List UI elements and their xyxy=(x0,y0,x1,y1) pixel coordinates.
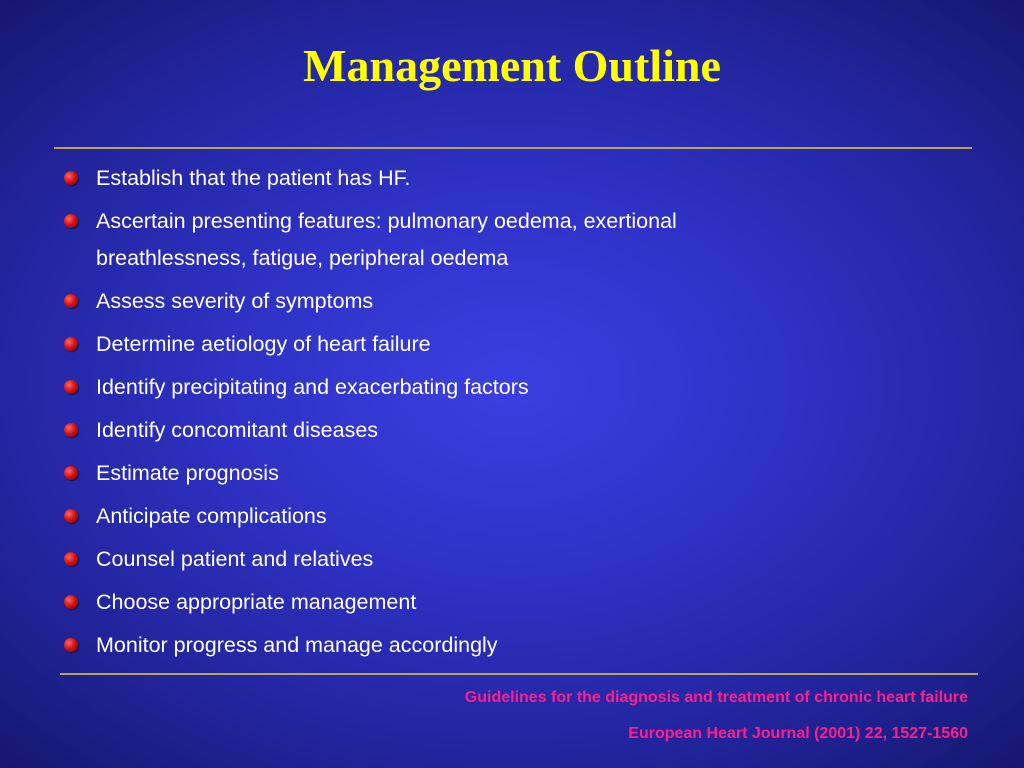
bullet-icon xyxy=(64,595,78,609)
bullet-icon xyxy=(64,638,78,652)
bullet-item xyxy=(60,541,960,578)
bullet-item xyxy=(60,369,960,406)
bullet-item xyxy=(60,627,960,664)
bullet-text: Identify concomitant diseases xyxy=(96,418,379,442)
bullet-icon xyxy=(64,509,78,523)
bullet-item xyxy=(60,455,960,492)
bullet-item xyxy=(60,160,960,197)
bullet-text: Ascertain presenting features: pulmonary oedema, exertional breathlessness, fatigue, peripheral oedema xyxy=(96,209,677,270)
bullet-text: Establish that the patient has HF. xyxy=(96,166,411,190)
bullet-item xyxy=(60,326,960,363)
bottom-divider xyxy=(60,673,978,675)
bullet-item xyxy=(60,584,960,621)
bullet-icon xyxy=(64,423,78,437)
bullet-text: Monitor progress and manage accordingly xyxy=(96,633,498,657)
bullet-item xyxy=(60,283,960,320)
bullet-item xyxy=(60,203,816,277)
bullet-icon xyxy=(64,214,78,228)
bullet-item xyxy=(60,498,960,535)
bullet-icon xyxy=(64,337,78,351)
bullet-icon xyxy=(64,171,78,185)
bullet-icon xyxy=(64,294,78,308)
bullet-icon xyxy=(64,380,78,394)
bullet-text: Identify precipitating and exacerbating factors xyxy=(96,375,529,399)
top-divider xyxy=(54,147,972,149)
bullet-icon xyxy=(64,466,78,480)
citation-guideline-title: Guidelines for the diagnosis and treatment of chronic heart failure xyxy=(464,689,968,706)
bullet-icon xyxy=(64,552,78,566)
bullet-text: Determine aetiology of heart failure xyxy=(96,332,431,356)
citation-journal-reference: European Heart Journal (2001) 22, 1527-1560 xyxy=(628,725,968,742)
bullet-text: Estimate prognosis xyxy=(96,461,279,485)
bullet-text: Assess severity of symptoms xyxy=(96,289,374,313)
bullet-list xyxy=(60,160,960,670)
slide-title: Management Outline xyxy=(303,40,721,91)
bullet-item xyxy=(60,412,960,449)
bullet-text: Counsel patient and relatives xyxy=(96,547,374,571)
bullet-text: Choose appropriate management xyxy=(96,590,417,614)
bullet-text: Anticipate complications xyxy=(96,504,327,528)
